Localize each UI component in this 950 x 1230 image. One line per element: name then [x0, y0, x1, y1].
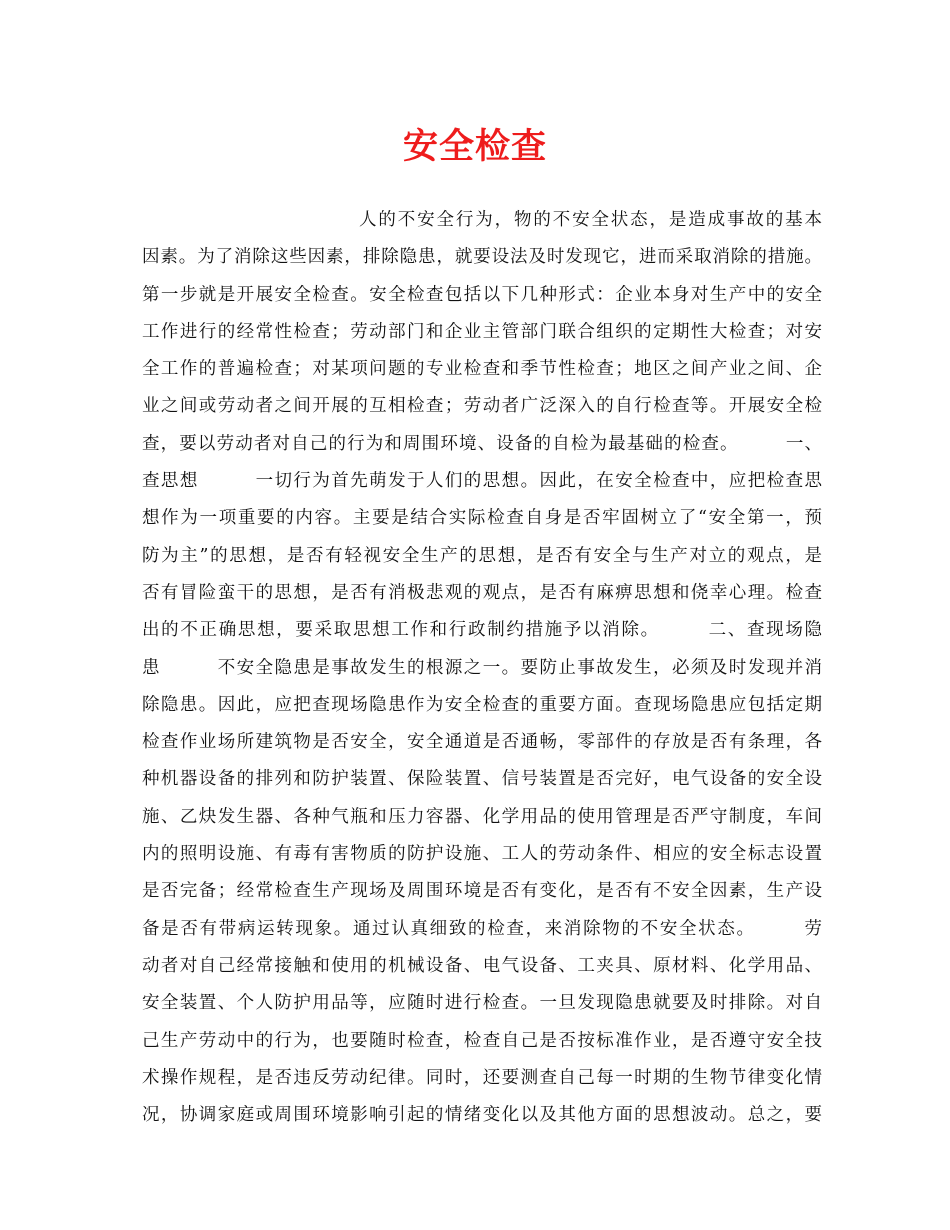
text-line: 否有冒险蛮干的思想，是否有消极悲观的观点，是否有麻痹思想和侥幸心理。检查	[142, 582, 822, 603]
text-line: 患 不安全隐患是事故发生的根源之一。要防止事故发生，必须及时发现并消	[142, 657, 822, 678]
text-line: 检查作业场所建筑物是否安全，安全通道是否通畅，零部件的存放是否有条理，各	[142, 732, 822, 753]
text-line: 因素。为了消除这些因素，排除隐患，就要设法及时发现它，进而采取消除的措施。	[142, 247, 822, 268]
text-line: 工作进行的经常性检查；劳动部门和企业主管部门联合组织的定期性大检查；对安	[142, 321, 822, 342]
text-line: 己生产劳动中的行为，也要随时检查，检查自己是否按标准作业，是否遵守安全技	[142, 1030, 822, 1051]
text-line: 人的不安全行为，物的不安全状态，是造成事故的基本	[359, 210, 822, 230]
document-title: 安全检查	[402, 126, 547, 167]
text-line: 查，要以劳动者对自己的行为和周围环境、设备的自检为最基础的检查。 一、	[142, 433, 822, 454]
text-line: 第一步就是开展安全检查。安全检查包括以下几种形式：企业本身对生产中的安全	[142, 284, 822, 305]
text-line: 术操作规程，是否违反劳动纪律。同时，还要测查自己每一时期的生物节律变化情	[142, 1067, 822, 1088]
text-line: 施、乙炔发生器、各种气瓶和压力容器、化学用品的使用管理是否严守制度，车间	[142, 806, 822, 827]
text-line: 况，协调家庭或周围环境影响引起的情绪变化以及其他方面的思想波动。总之，要	[142, 1105, 822, 1126]
document-body	[142, 202, 822, 1134]
text-line: 种机器设备的排列和防护装置、保险装置、信号装置是否完好，电气设备的安全设	[142, 769, 822, 790]
text-line: 安全装置、个人防护用品等，应随时进行检查。一旦发现隐患就要及时排除。对自	[142, 993, 822, 1014]
text-line: 内的照明设施、有毒有害物质的防护设施、工人的劳动条件、相应的安全标志设置	[142, 844, 822, 865]
text-line: 业之间或劳动者之间开展的互相检查；劳动者广泛深入的自行检查等。开展安全检	[142, 396, 822, 417]
text-line: 出的不正确思想，要采取思想工作和行政制约措施予以消除。 二、查现场隐	[142, 620, 822, 641]
text-line: 防为主”的思想，是否有轻视安全生产的思想，是否有安全与生产对立的观点，是	[142, 545, 822, 566]
text-line: 想作为一项重要的内容。主要是结合实际检查自身是否牢固树立了“安全第一，预	[142, 508, 822, 529]
text-line: 动者对自己经常接触和使用的机械设备、电气设备、工夹具、原材料、化学用品、	[142, 955, 822, 976]
text-line: 备是否有带病运转现象。通过认真细致的检查，来消除物的不安全状态。 劳	[142, 918, 822, 939]
text-line: 是否完备；经常检查生产现场及周围环境是否有变化，是否有不安全因素，生产设	[142, 881, 822, 902]
text-line: 全工作的普遍检查；对某项问题的专业检查和季节性检查；地区之间产业之间、企	[142, 359, 822, 380]
text-line: 除隐患。因此，应把查现场隐患作为安全检查的重要方面。查现场隐患应包括定期	[142, 694, 822, 715]
text-line: 查思想 一切行为首先萌发于人们的思想。因此，在安全检查中，应把检查思	[142, 471, 822, 492]
